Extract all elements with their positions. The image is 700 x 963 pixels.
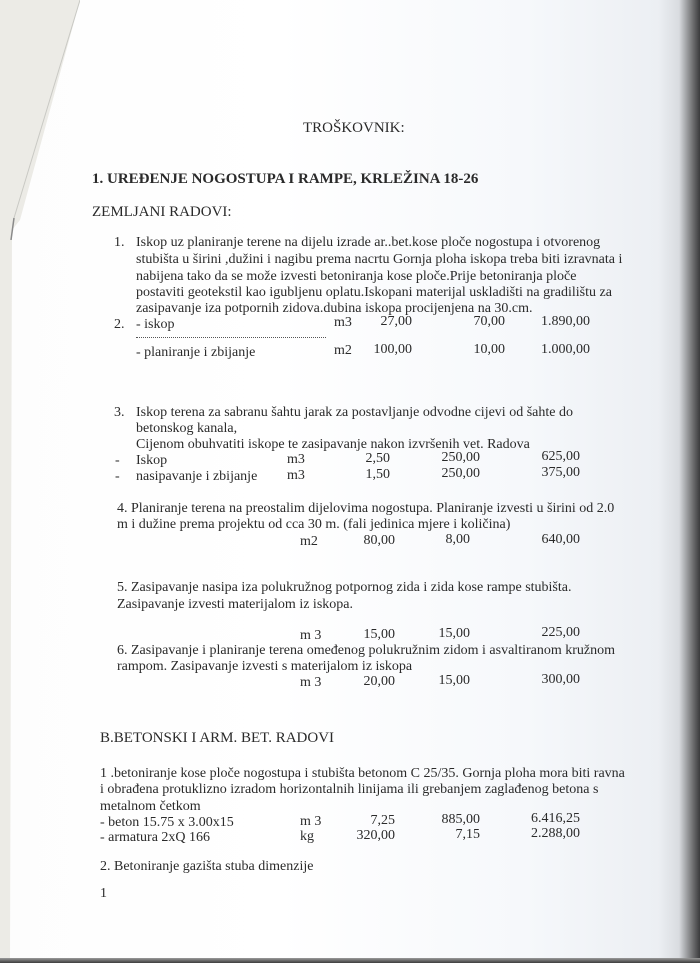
row-unit: m2 [334, 343, 352, 358]
zemljani-radovi-heading: ZEMLJANI RADOVI: [92, 204, 232, 220]
row-unit: m3 [287, 468, 305, 483]
item3-line: betonskog kanala, [136, 421, 238, 436]
row-quantity: 1,50 [365, 467, 390, 482]
item1-line: Iskop uz planiranje terene na dijelu izrade ar..bet.kose ploče nogostupa i otvorenog [136, 235, 601, 250]
row-unit-price: 15,00 [438, 673, 470, 688]
row-description: Iskop [136, 453, 168, 468]
item3-number: 3. [114, 405, 125, 420]
row-unit-price: 8,00 [445, 532, 470, 547]
scan-bottom-edge [0, 958, 700, 963]
row-total: 2.288,00 [531, 826, 580, 841]
row-bullet: - [115, 469, 120, 484]
row-quantity: 2,50 [365, 451, 390, 466]
item1-line: stubišta u širini ,dužini i nagibu prema nacrtu Gornja ploha iskopa treba biti izravnata i [136, 252, 623, 267]
row-total: 375,00 [541, 465, 580, 480]
item4-line: 4. Planiranje terena na preostalim dijelovima nogostupa. Planiranje izvesti u širini od 2.0 [117, 501, 615, 516]
item1-number: 1. [114, 235, 125, 250]
document-title: TROŠKOVNIK: [303, 120, 405, 136]
section-heading: 1. UREĐENJE NOGOSTUPA I RAMPE, KRLEŽINA 18-26 [92, 171, 479, 187]
row-unit: m2 [300, 534, 318, 549]
row-unit: m 3 [300, 628, 322, 643]
dotted-separator [136, 337, 326, 338]
row-description: nasipavanje i zbijanje [136, 469, 258, 484]
beton-item1-line: i obrađena protuklizno izradom horizontalnih linijama ili grebanjem zaglađenog betona s [100, 782, 599, 797]
item6-line: 6. Zasipavanje i planiranje terena omeđenog polukružnim zidom i asvaltiranom kružnom [117, 643, 616, 658]
item5-line: 5. Zasipavanje nasipa iza polukružnog potpornog zida i zida kose rampe stubišta. [117, 580, 572, 595]
row-quantity: 27,00 [380, 314, 412, 329]
item1-line: zasipavanje iza potpornih zidova.dubina iskopa procijenjena na 30.cm. [136, 301, 533, 316]
row-unit-price: 7,15 [455, 827, 480, 842]
row-quantity: 7,25 [370, 813, 395, 828]
row-total: 625,00 [541, 449, 580, 464]
row-description: - beton 15.75 x 3.00x15 [100, 815, 234, 830]
beton-item2-line: 2. Betoniranje gazišta stuba dimenzije [100, 859, 314, 874]
row-unit: m3 [287, 452, 305, 467]
betonski-radovi-heading: B.BETONSKI I ARM. BET. RADOVI [100, 730, 335, 746]
item4-line: m i dužine prema projektu od cca 30 m. (fali jedinica mjere i količina) [117, 517, 511, 532]
item3-line: Iskop terena za sabranu šahtu jarak za postavljanje odvodne cijevi od šahte do [136, 405, 573, 420]
beton-item1-line: metalnom četkom [100, 799, 201, 814]
row-description: - iskop [136, 317, 175, 332]
row-bullet: - [115, 453, 120, 468]
page-fold-shadow [0, 0, 80, 963]
row-unit-price: 250,00 [441, 450, 480, 465]
beton-item1-line: 1 .betoniranje kose ploče nogostupa i stubišta betonom C 25/35. Gornja ploha mora biti ravna [100, 766, 625, 781]
row-total: 640,00 [541, 532, 580, 547]
row-total: 225,00 [541, 625, 580, 640]
item1-line: postaviti geotekstil kao igubljenu oplatu.Iskopani materijal uskladišti na gradilištu za [136, 285, 612, 300]
row-total: 6.416,25 [531, 811, 580, 826]
row-unit: kg [300, 829, 314, 844]
row-total: 1.000,00 [541, 342, 590, 357]
row-unit-price: 15,00 [438, 626, 470, 641]
row-unit-price: 10,00 [473, 342, 505, 357]
item1-line: nabijena tako da se može izvesti betoniranja kose ploče.Prije betoniranja ploče [136, 269, 577, 284]
row-description: - armatura 2xQ 166 [100, 830, 211, 845]
row-unit-price: 885,00 [441, 812, 480, 827]
item2-number: 2. [114, 317, 125, 332]
row-total: 300,00 [541, 672, 580, 687]
page-number: 1 [100, 886, 107, 901]
row-unit: m 3 [300, 814, 322, 829]
row-unit: m3 [334, 315, 352, 330]
row-quantity: 320,00 [356, 828, 395, 843]
row-quantity: 20,00 [363, 674, 395, 689]
row-quantity: 80,00 [363, 533, 395, 548]
item6-line: rampom. Zasipavanje izvesti s materijalom iz iskopa [117, 659, 413, 674]
row-unit: m 3 [300, 675, 322, 690]
row-unit-price: 250,00 [441, 466, 480, 481]
row-quantity: 100,00 [373, 342, 412, 357]
item3-line: Cijenom obuhvatiti iskope te zasipavanje nakon izvršenih vet. Radova [136, 437, 530, 452]
row-description: - planiranje i zbijanje [136, 345, 256, 360]
row-quantity: 15,00 [363, 627, 395, 642]
row-total: 1.890,00 [541, 314, 590, 329]
item5-line: Zasipavanje izvesti materijalom iz iskopa. [117, 597, 353, 612]
row-unit-price: 70,00 [473, 314, 505, 329]
